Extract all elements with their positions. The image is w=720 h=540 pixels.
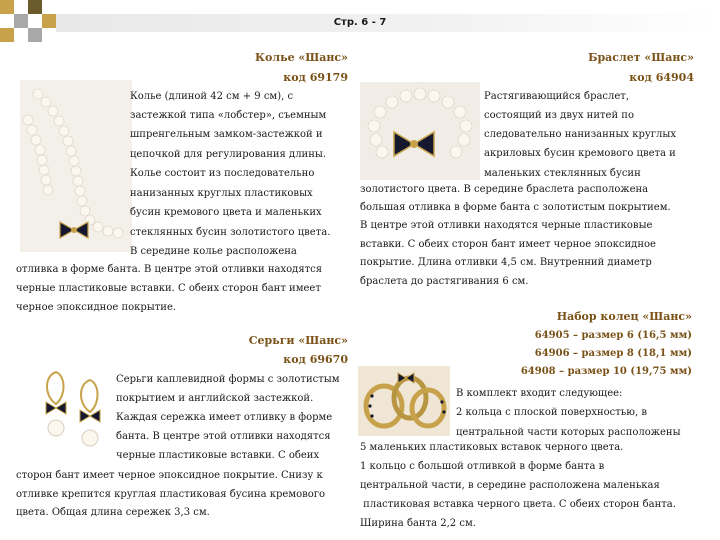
text-line: маленьких стеклянных бусин [484,168,641,179]
rings-photo [358,366,450,436]
text-line: 2 кольца с плоской поверхностью, в [456,407,647,418]
earrings-code: код 69670 [283,353,348,366]
rings-size: 64906 – размер 8 (18,1 мм) [534,348,692,359]
text-line: нанизанных круглых пластиковых [130,188,313,199]
text-line: центральной части, в середине расположена маленькая [360,480,660,491]
text-line: Каждая сережка имеет отливку в форме [116,412,333,423]
text-line: черные пластиковые вставки. С обеих [116,450,320,461]
earrings-title: Серьги «Шанс» [248,334,348,347]
text-line: отливка в форме банта. В центре этой отливки находятся [16,264,323,275]
necklace-title: Колье «Шанс» [255,51,348,64]
text-line: отливке крепится круглая пластиковая бусина кремового [16,489,326,500]
text-line: стеклянных бусин золотистого цвета. [130,227,331,238]
necklace-code: код 69179 [283,71,348,84]
text-line: Растягивающийся браслет, [484,91,630,102]
text-line: браслета до растягивания 6 см. [360,276,529,287]
text-line: бусин кремового цвета и маленьких [130,207,322,218]
text-line: В центре этой отливки находятся черные пластиковые [360,220,653,231]
earrings-photo [40,366,114,458]
decor-square [0,0,14,14]
text-line: шпренгельным замком-застежкой и [130,129,323,140]
text-line: черные пластиковые вставки. С обеих сторон бант имеет [16,283,321,294]
text-line: Ширина банта 2,2 см. [360,518,476,529]
text-line: банта. В центре этой отливки находятся [116,431,331,442]
text-line: Колье (длиной 42 см + 9 см), с [130,91,294,102]
text-line: цепочкой для регулирования длины. [130,149,327,160]
rings-title: Набор колец «Шанс» [556,310,692,323]
text-line: золотистого цвета. В середине браслета расположена [360,184,649,195]
decor-square [28,0,42,14]
text-line: покрытие. Длина отливки 4,5 см. Внутренний диаметр [360,257,652,268]
text-line: Серьги каплевидной формы с золотистым [116,374,340,385]
text-line: следовательно нанизанных круглых [484,129,676,140]
text-line: пластиковая вставка черного цвета. С обеих сторон банта. [360,499,676,510]
text-line: покрытием и английской застежкой. [116,393,314,404]
text-line: черное эпоксидное покрытие. [16,302,177,313]
text-line: вставки. С обеих сторон бант имеет черное эпоксидное [360,239,656,250]
text-line: застежкой типа «лобстер», съемным [130,110,327,121]
text-line: состоящий из двух нитей по [484,110,634,121]
text-line: В комплект входит следующее: [456,388,623,399]
rings-size: 64905 – размер 6 (16,5 мм) [534,330,692,341]
rings-size: 64908 – размер 10 (19,75 мм) [520,366,692,377]
text-line: 5 маленьких пластиковых вставок черного цвета. [360,442,624,453]
bracelet-photo [360,82,480,180]
text-line: центральной части которых расположены [456,427,681,438]
text-line: сторон бант имеет черное эпоксидное покрытие. Снизу к [16,470,323,481]
necklace-photo [20,80,132,252]
text-line: цвета. Общая длина сережек 3,3 см. [16,507,210,518]
text-line: В середине колье расположена [130,246,297,257]
bracelet-code: код 64904 [629,71,694,84]
text-line: большая отливка в форме банта с золотистым покрытием. [360,202,671,213]
text-line: Колье состоит из последовательно [130,168,315,179]
page-label: Стр. 6 - 7 [333,17,387,28]
text-line: акриловых бусин кремового цвета и [484,148,676,159]
text-line: 1 кольцо с большой отливкой в форме банта в [360,461,605,472]
bracelet-title: Браслет «Шанс» [588,51,694,64]
